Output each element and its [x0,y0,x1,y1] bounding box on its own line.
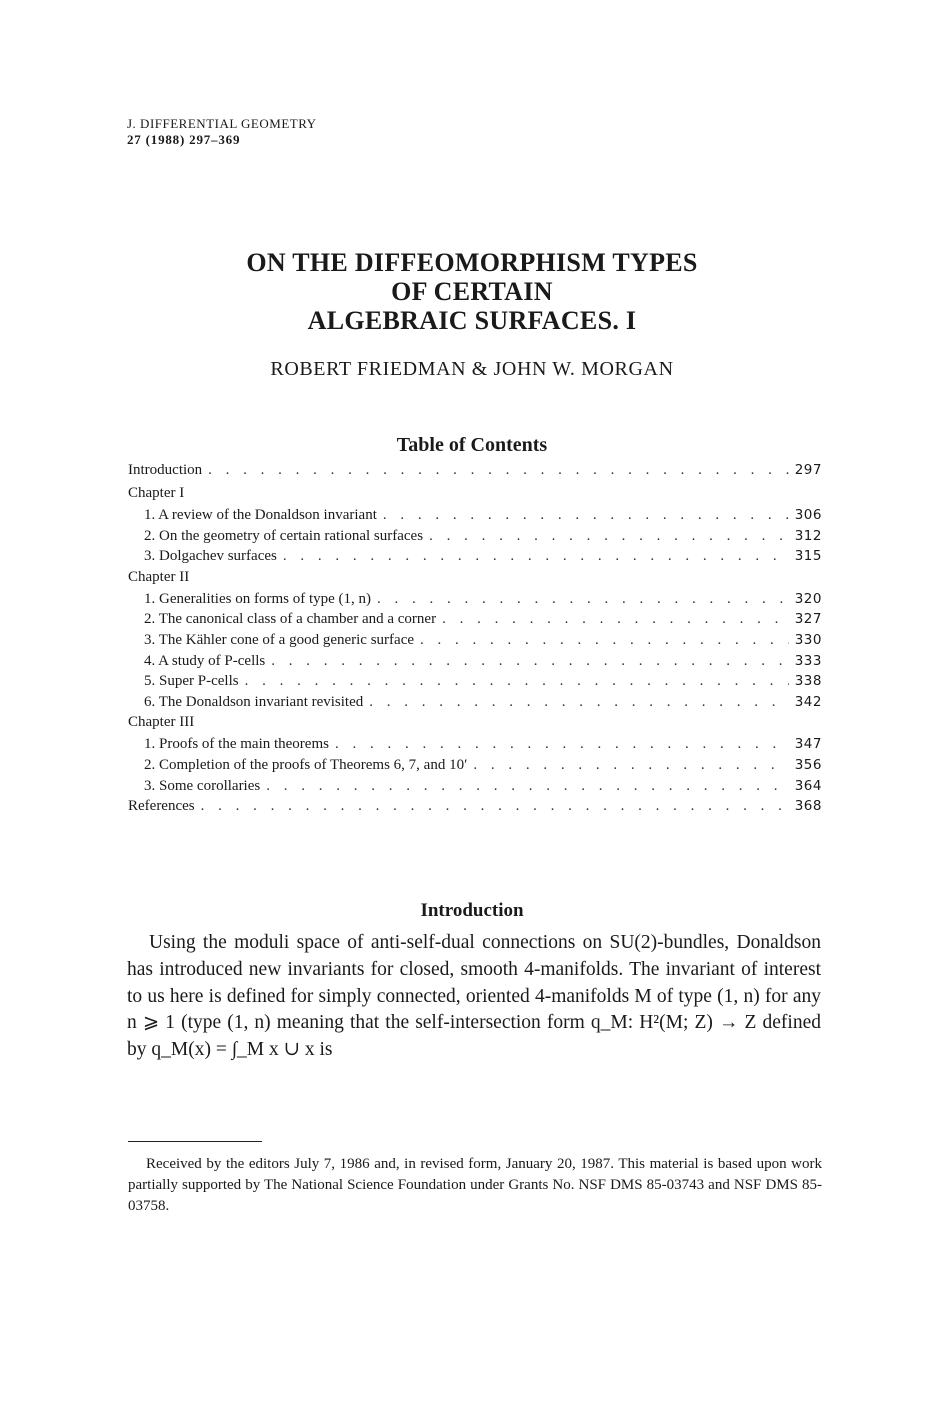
toc-entry-label: 4. A study of P-cells [144,652,266,669]
toc-entry-label: 5. Super P-cells [144,673,239,690]
toc-entry-label: 2. On the geometry of certain rational surfaces [144,527,424,544]
toc-leader-dots [208,462,789,479]
toc-entry-page: 297 [794,462,822,478]
toc-entry-label: 3. The Kähler cone of a good generic surface [144,631,415,648]
toc-leader-dots [335,736,789,753]
toc-entry-page: 312 [794,527,822,544]
toc-entry [128,757,822,778]
toc-chapter-label: Chapter II [128,568,190,585]
toc-entry [128,528,822,549]
toc-leader-dots [420,632,789,649]
toc-entry-page: 333 [794,652,822,669]
toc-leader-dots [266,778,788,795]
toc-leader-dots [271,653,788,670]
toc-entry-page: 368 [794,798,822,815]
toc-entry-label: Introduction [128,462,203,478]
toc-entry-introduction [128,462,822,485]
toc-entry-page: 338 [794,673,822,690]
toc-entry-page: 327 [794,611,822,628]
toc-leader-dots [473,757,788,774]
toc-entry [128,653,822,674]
toc-entry [128,548,822,569]
toc-entry-page: 315 [794,548,822,565]
toc-chapter-label: Chapter I [128,485,185,501]
toc-entry-page: 330 [794,631,822,648]
toc-entry [128,694,822,715]
toc-entry [128,736,822,757]
toc-leader-dots [383,507,789,524]
toc-entry-label: 1. Generalities on forms of type (1, n) [144,590,372,607]
toc-entry-page: 320 [794,590,822,607]
toc-entry-label: 2. Completion of the proofs of Theorems 6, 7, and 10′ [144,756,468,773]
introduction-heading: Introduction [420,900,524,921]
toc-chapter-2 [128,569,822,591]
authors: ROBERT FRIEDMAN & JOHN W. MORGAN [270,358,674,380]
toc-leader-dots [201,798,789,815]
toc-leader-dots [369,694,788,711]
toc-entry-label: 1. Proofs of the main theorems [144,736,329,753]
toc-entry-label: 1. A review of the Donaldson invariant [144,507,377,523]
toc-chapter-1 [128,485,822,507]
journal-header [127,116,317,148]
toc-chapter-3 [128,714,822,736]
toc-entry-label: 2. The canonical class of a chamber and a corner [144,611,437,628]
table-of-contents [128,462,822,821]
toc-leader-dots [429,528,789,545]
journal-citation: 27 (1988) 297–369 [127,132,241,147]
toc-entry-page: 356 [794,756,822,773]
toc-entry-label: References [128,798,195,815]
toc-entry [128,778,822,799]
toc-entry-page: 347 [794,736,822,753]
toc-leader-dots [442,611,789,628]
paper-title [0,248,944,335]
introduction-paragraph: Using the moduli space of anti-self-dual connections on SU(2)-bundles, Donaldson has introduced new invariants for closed, smooth 4-manifolds. The invariant of interest to us here is defined for simply connected, oriented 4-manifolds M of type (1, n) for any n ⩾ 1 (type (1, n) meaning that the self-intersection form q_M: H²(M; Z) → Z defined by q_M(x) = ∫_M x ∪ x is [127,932,821,1061]
toc-entry [128,591,822,612]
footnote: Received by the editors July 7, 1986 and, in revised form, January 20, 1987. This material is based upon work partially supported by The National Science Foundation under Grants No. NSF DMS 85-03743 and NSF DMS 85-03758. [128,1156,822,1214]
toc-leader-dots [245,673,789,690]
toc-entry [128,611,822,632]
toc-entry [128,673,822,694]
toc-entry [128,632,822,653]
toc-entry-references [128,798,822,821]
title-line-3: ALGEBRAIC SURFACES. I [307,306,637,335]
footnote-rule [128,1141,262,1142]
toc-entry-label: 3. Some corollaries [144,777,261,794]
toc-entry [128,507,822,528]
toc-entry-label: 3. Dolgachev surfaces [144,548,277,565]
title-line-2: OF CERTAIN [391,277,553,306]
toc-entry-page: 342 [794,693,822,710]
journal-name: J. DIFFERENTIAL GEOMETRY [127,116,317,131]
toc-entry-page: 306 [794,507,822,523]
toc-chapter-label: Chapter III [128,714,195,731]
toc-leader-dots [377,591,789,608]
toc-heading: Table of Contents [396,434,548,456]
toc-entry-page: 364 [794,777,822,794]
toc-entry-label: 6. The Donaldson invariant revisited [144,693,364,710]
title-line-1: ON THE DIFFEOMORPHISM TYPES [246,248,698,277]
toc-leader-dots [283,548,789,565]
